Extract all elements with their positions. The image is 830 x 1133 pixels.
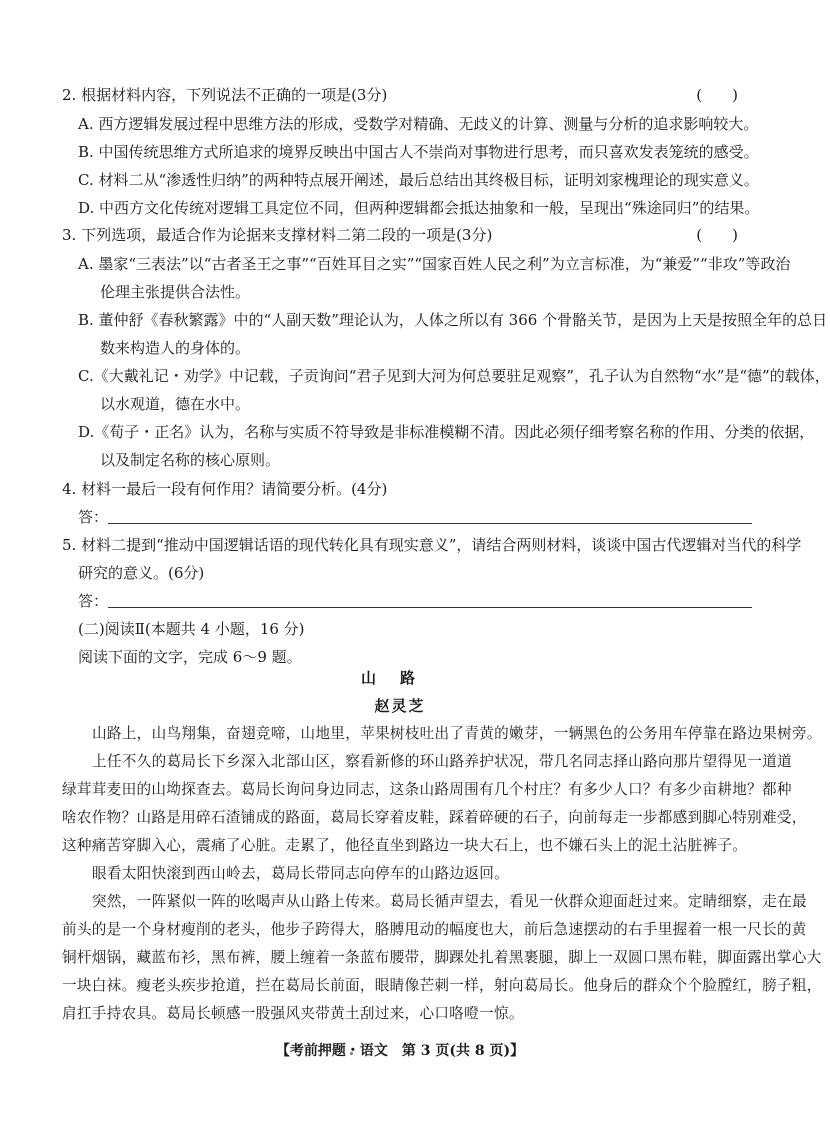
section-heading: (二)阅读Ⅱ(本题共 4 小题，16 分): [78, 620, 305, 638]
q3-option-c-line1: C.《大戴礼记・劝学》中记载，子贡询问“君子见到大河为何总要驻足观察”，孔子认为自然物“水”是“德”的载体，: [78, 367, 830, 385]
q4-answer-label: 答：: [78, 508, 109, 526]
section-instruction: 阅读下面的文字，完成 6～9 题。: [78, 648, 302, 666]
story-line: 啥农作物？山路是用碎石渣铺成的路面，葛局长穿着皮鞋，踩着碎硬的石子，向前每走一步都感到脚心特别难受，: [62, 809, 807, 826]
q3-stem: 3. 下列选项，最适合作为论据来支撑材料二第二段的一项是(3分): [62, 226, 493, 244]
q3-option-a-line1: A. 墨家“三表法”以“古者圣王之事”“百姓耳目之实”“国家百姓人民之利”为立言标准，为“兼爱”“非攻”等政治: [78, 255, 791, 273]
q4-stem: 4. 材料一最后一段有何作用？请简要分析。(4分): [62, 480, 388, 498]
story-line: 肩扛手持农具。葛局长顿感一股强风夹带黄土刮过来，心口咯噔一惊。: [62, 1005, 524, 1022]
q5-answer-rule: [108, 607, 752, 608]
q2-option-c: C. 材料二从“渗透性归纳”的两种特点展开阐述，最后总结出其终极目标，证明刘家槐理论的现实意义。: [78, 171, 759, 189]
q2-stem: 2. 根据材料内容，下列说法不正确的一项是(3分): [62, 86, 388, 104]
story-line: 突然，一阵紧似一阵的吆喝声从山路上传来。葛局长循声望去，看见一伙群众迎面赶过来。定睛细察，走在最: [92, 893, 807, 910]
story-line: 上任不久的葛局长下乡深入北部山区，察看新修的环山路养护状况，带几名同志择山路向那片望得见一道道: [92, 753, 793, 770]
q4-answer-line[interactable]: [78, 506, 752, 528]
story-line: 山路上，山鸟翔集，奋翅竞啼，山地里，苹果树枝吐出了青黄的嫩芽，一辆黑色的公务用车停靠在路边果树旁。: [92, 725, 822, 742]
q5-stem-line2: 研究的意义。(6分): [78, 564, 205, 582]
story-line: 眼看太阳快滚到西山岭去，葛局长带同志向停车的山路边返回。: [92, 865, 510, 882]
story-line: 绿茸茸麦田的山坳探查去。葛局长询问身边同志，这条山路周围有几个村庄？有多少人口？有多少亩耕地？都种: [62, 781, 792, 798]
q2-answer-paren: ( ): [696, 86, 738, 104]
q2-option-b: B. 中国传统思维方式所追求的境界反映出中国古人不崇尚对事物进行思考，而只喜欢发表笼统的感受。: [78, 143, 759, 161]
q3-option-b-line1: B. 董仲舒《春秋繁露》中的“人副天数”理论认为，人体之所以有 366 个骨骼关节，是因为上天是按照全年的总日: [78, 311, 828, 329]
q5-stem-line1: 5. 材料二提到“推动中国逻辑话语的现代转化具有现实意义”，请结合两则材料，谈谈中国古代逻辑对当代的科学: [62, 536, 802, 554]
q5-answer-line[interactable]: [78, 590, 752, 612]
q3-option-d-line1: D.《荀子・正名》认为，名称与实质不符导致是非标准模糊不清。因此必须仔细考察名称的作用、分类的依据，: [78, 423, 815, 441]
story-line: 前头的是一个身材瘦削的老头，他步子跨得大，胳膊甩动的幅度也大，前后急速摆动的右手里握着一根一尺长的黄: [62, 921, 807, 938]
story-title: 山路: [360, 669, 439, 687]
q3-option-c-line2: 以水观道，德在水中。: [100, 395, 251, 413]
q3-option-b-line2: 数来构造人的身体的。: [100, 339, 251, 357]
q3-option-d-line2: 以及制定名称的核心原则。: [100, 451, 281, 469]
story-line: 铜杆烟锅，藏蓝布衫，黑布裤，腰上缠着一条蓝布腰带，脚踝处扎着黑裹腿，脚上一双圆口黑布鞋，脚面露出掌心大: [62, 949, 822, 966]
story-author: 赵灵芝: [374, 697, 426, 715]
q3-answer-paren: ( ): [696, 226, 738, 244]
q2-option-a: A. 西方逻辑发展过程中思维方法的形成，受数学对精确、无歧义的计算、测量与分析的追求影响较大。: [78, 115, 759, 133]
q5-answer-label: 答：: [78, 592, 109, 610]
page-footer: 【考前押题・语文 第 3 页(共 8 页)】: [275, 1043, 525, 1059]
story-line: 一块白袜。瘦老头疾步抢道，拦在葛局长前面，眼睛像芒刺一样，射向葛局长。他身后的群众个个脸膛红，膀子粗，: [62, 977, 822, 994]
q2-option-d: D. 中西方文化传统对逻辑工具定位不同，但两种逻辑都会抵达抽象和一般，呈现出“殊途同归”的结果。: [78, 199, 760, 217]
q4-answer-rule: [108, 523, 752, 524]
story-line: 这种痛苦穿脚入心，震痛了心脏。走累了，他径直坐到路边一块大石上，也不嫌石头上的泥土沾脏裤子。: [62, 837, 748, 854]
q3-option-a-line2: 伦理主张提供合法性。: [100, 283, 251, 301]
